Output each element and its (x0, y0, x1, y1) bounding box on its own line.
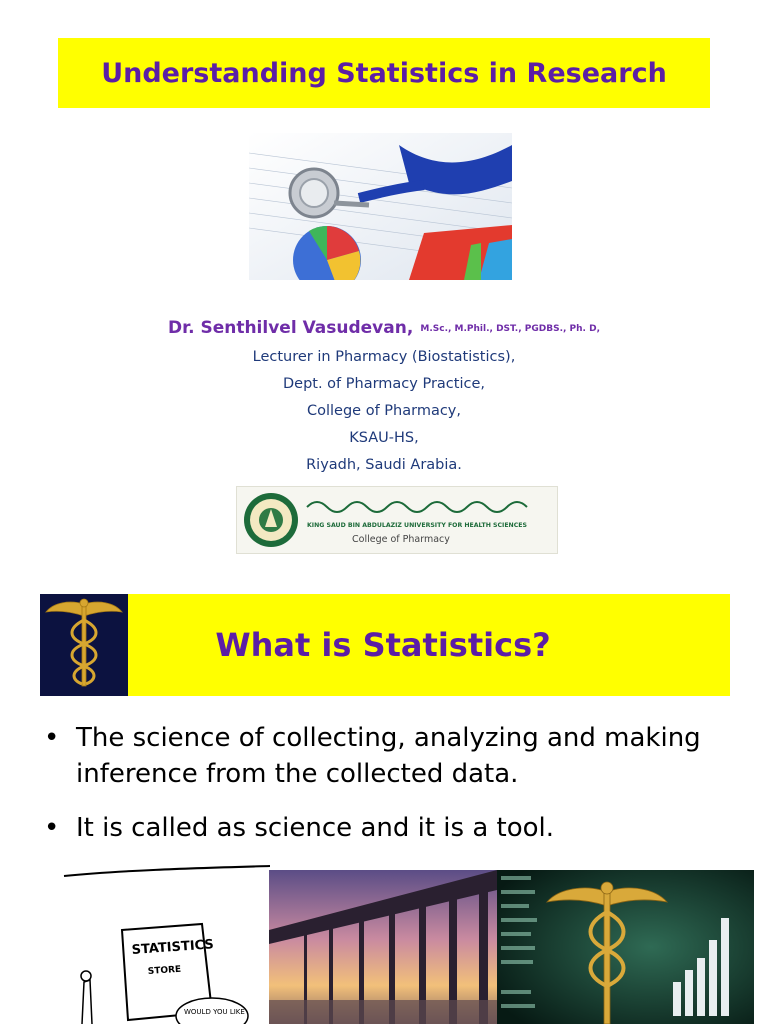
slide1-title: Understanding Statistics in Research (101, 57, 667, 89)
bullet-text: It is called as science and it is a tool. (76, 813, 555, 843)
slide1-title-banner (58, 38, 710, 108)
caduceus-icon (40, 594, 128, 696)
binary-caduceus-graphic (497, 870, 754, 1024)
bullet-item (44, 720, 744, 792)
university-logo-image (236, 486, 558, 554)
cartoon-sign-text: STATISTICS (131, 937, 215, 958)
author-line (0, 318, 768, 338)
stethoscope-chart-image (249, 133, 512, 280)
ksau-hs-logo (237, 487, 557, 553)
bullet-marker: • (44, 723, 60, 753)
bullet-text: The science of collecting, analyzing and making inference from the collected data. (76, 723, 701, 789)
affiliation-line: Riyadh, Saudi Arabia. (306, 457, 462, 473)
author-name: Dr. Senthilvel Vasudevan, (168, 318, 414, 338)
affiliation-line: Lecturer in Pharmacy (Biostatistics), (252, 349, 516, 365)
cartoon-speech-text: WOULD YOU LIKE (184, 1008, 245, 1016)
statistics-store-cartoon-image (62, 862, 270, 1024)
affiliation-line: KSAU-HS, (349, 430, 419, 446)
caduceus-symbol (40, 594, 128, 696)
affiliation-line: College of Pharmacy, (307, 403, 461, 419)
bullet-marker: • (44, 813, 60, 843)
author-qualifications: M.Sc., M.Phil., DST., PGDBS., Ph. D, (420, 324, 600, 334)
logo-university-name: KING SAUD BIN ABDULAZIZ UNIVERSITY FOR HEALTH SCIENCES (307, 522, 527, 529)
binary-caduceus-image (497, 870, 754, 1024)
logo-college-name: College of Pharmacy (352, 534, 450, 545)
stethoscope-chart-illustration (249, 133, 512, 280)
cartoon-sign-subtext: STORE (147, 964, 182, 977)
affiliation-line: Dept. of Pharmacy Practice, (282, 376, 485, 392)
bullet-item (44, 810, 744, 846)
pier-sunset-photo (269, 870, 497, 1024)
statistics-store-cartoon (62, 862, 270, 1024)
slide2-title: What is Statistics? (215, 626, 551, 664)
pier-sunset-image (269, 870, 497, 1024)
